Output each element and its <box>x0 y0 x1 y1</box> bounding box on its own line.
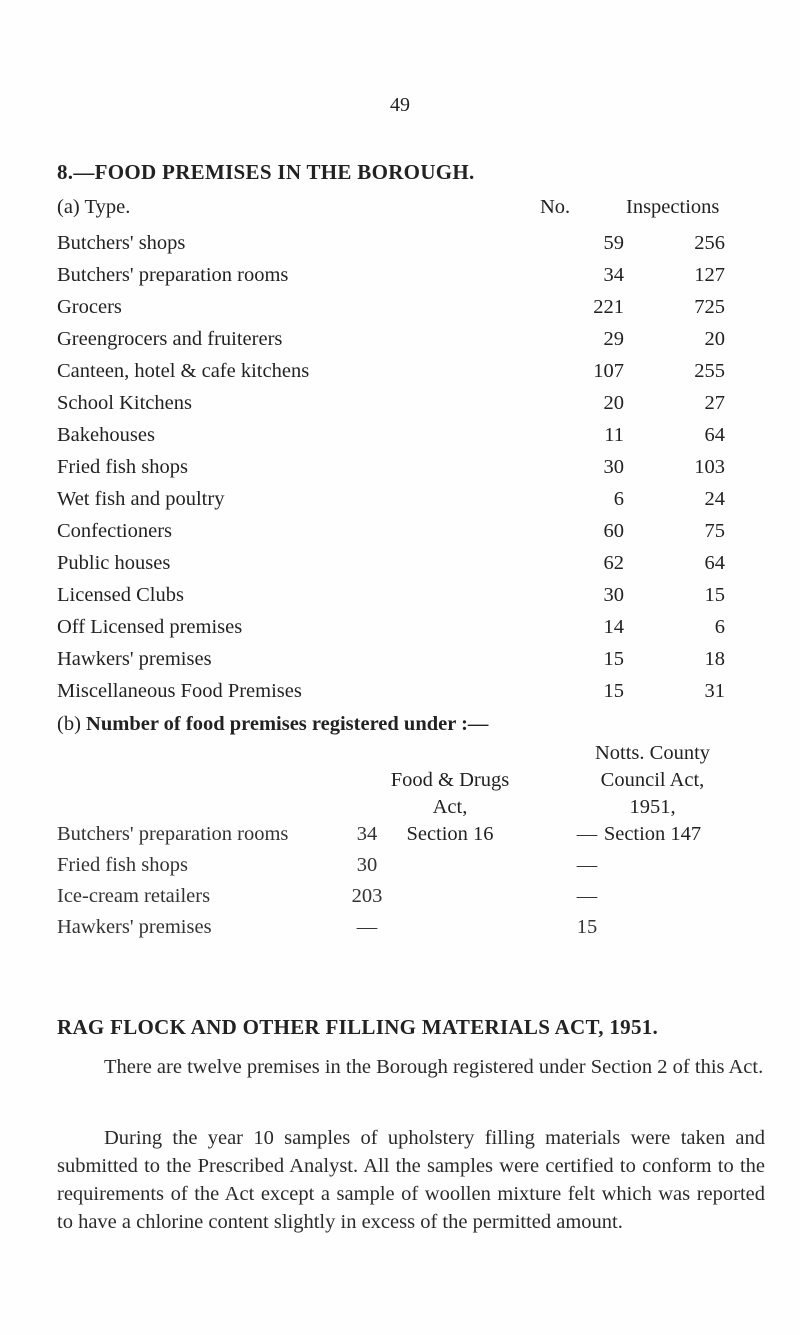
inspection-count: 15 <box>704 584 725 606</box>
notts-county-act-count: — <box>576 823 598 845</box>
premises-type: Butchers' preparation rooms <box>57 823 289 845</box>
column-header-line: Act, <box>432 796 468 818</box>
table-row <box>57 885 772 915</box>
premises-count: 6 <box>613 488 624 510</box>
premises-count: 221 <box>593 296 624 318</box>
notts-county-act-count: 15 <box>576 916 598 938</box>
column-header-line: Section 147 <box>603 823 702 845</box>
premises-type: School Kitchens <box>57 392 192 414</box>
column-header-line: Notts. County <box>594 742 711 764</box>
inspection-count: 256 <box>694 232 725 254</box>
table-row <box>57 616 772 646</box>
inspection-count: 127 <box>694 264 725 286</box>
part-b-heading-text: Number of food premises registered under :— <box>86 713 489 735</box>
premises-type: Bakehouses <box>57 424 155 446</box>
table-row <box>57 680 772 710</box>
premises-type: Licensed Clubs <box>57 584 184 606</box>
no-column-header: No. <box>540 196 571 218</box>
table-row <box>57 328 772 358</box>
registered-premises-heading <box>57 713 488 736</box>
premises-type: Butchers' shops <box>57 232 186 254</box>
inspection-count: 255 <box>694 360 725 382</box>
premises-type: Canteen, hotel & cafe kitchens <box>57 360 310 382</box>
premises-type: Fried fish shops <box>57 456 188 478</box>
premises-type: Grocers <box>57 296 122 318</box>
table-row <box>57 488 772 518</box>
premises-type: Greengrocers and fruiterers <box>57 328 283 350</box>
premises-type: Hawkers' premises <box>57 916 212 938</box>
column-header-line: Food & Drugs <box>390 769 510 791</box>
inspection-count: 31 <box>704 680 725 702</box>
table-row <box>57 584 772 614</box>
inspection-count: 75 <box>704 520 725 542</box>
inspection-count: 725 <box>694 296 725 318</box>
table-row <box>57 232 772 262</box>
column-header-line: 1951, <box>629 796 676 818</box>
page-number: 49 <box>390 94 410 116</box>
rag-flock-paragraph-1: There are twelve premises in the Borough registered under Section 2 of this Act. <box>104 1056 764 1078</box>
premises-count: 30 <box>603 584 624 606</box>
inspections-column-header: Inspections <box>626 196 720 218</box>
table-row <box>57 424 772 454</box>
food-drugs-act-count: 203 <box>351 885 383 907</box>
table-header <box>57 196 772 226</box>
premises-count: 15 <box>603 680 624 702</box>
premises-type: Ice-cream retailers <box>57 885 211 907</box>
column-header-line: Council Act, <box>600 769 705 791</box>
table-row <box>57 552 772 582</box>
table-row <box>57 520 772 550</box>
table-row <box>57 823 772 853</box>
premises-type: Fried fish shops <box>57 854 188 876</box>
premises-count: 11 <box>604 424 624 446</box>
premises-type: Miscellaneous Food Premises <box>57 680 302 702</box>
inspection-count: 24 <box>704 488 725 510</box>
premises-count: 14 <box>603 616 624 638</box>
inspection-count: 20 <box>704 328 725 350</box>
premises-count: 29 <box>603 328 624 350</box>
notts-county-act-count: — <box>576 854 598 876</box>
premises-count: 30 <box>603 456 624 478</box>
rag-flock-title: RAG FLOCK AND OTHER FILLING MATERIALS ACT, 1951. <box>57 1015 659 1039</box>
type-column-header: (a) Type. <box>57 196 131 218</box>
column-header-line: Section 16 <box>406 823 494 845</box>
premises-count: 59 <box>603 232 624 254</box>
premises-count: 60 <box>603 520 624 542</box>
food-drugs-act-count: 34 <box>356 823 378 845</box>
premises-count: 20 <box>603 392 624 414</box>
inspection-count: 103 <box>694 456 725 478</box>
premises-type: Wet fish and poultry <box>57 488 225 510</box>
premises-count: 34 <box>603 264 624 286</box>
premises-type: Public houses <box>57 552 171 574</box>
premises-count: 107 <box>593 360 624 382</box>
table-row <box>57 296 772 326</box>
notts-county-act-count: — <box>576 885 598 907</box>
part-b-label: (b) <box>57 713 81 735</box>
table-row <box>57 360 772 390</box>
table-row <box>57 392 772 422</box>
premises-type: Butchers' preparation rooms <box>57 264 289 286</box>
table-row <box>57 854 772 884</box>
table-row <box>57 648 772 678</box>
inspection-count: 18 <box>704 648 725 670</box>
inspection-count: 27 <box>704 392 725 414</box>
premises-count: 62 <box>603 552 624 574</box>
rag-flock-paragraph-2: During the year 10 samples of upholstery filling materials were taken and submitted to the Prescribed Analyst. All the samples were certified to conform to the requirements of the Act except a sample of woollen mixture felt which was reported to have a chlorine content slightly in excess of the permitted amount. <box>57 1127 765 1233</box>
inspection-count: 64 <box>704 552 725 574</box>
premises-type: Hawkers' premises <box>57 648 212 670</box>
premises-type: Off Licensed premises <box>57 616 243 638</box>
table-row <box>57 264 772 294</box>
inspection-count: 64 <box>704 424 725 446</box>
section-title: 8.—FOOD PREMISES IN THE BOROUGH. <box>57 160 475 184</box>
table-row <box>57 916 772 946</box>
inspection-count: 6 <box>714 616 725 638</box>
table-row <box>57 456 772 486</box>
food-drugs-act-count: — <box>356 916 378 938</box>
premises-count: 15 <box>603 648 624 670</box>
food-drugs-act-count: 30 <box>356 854 378 876</box>
premises-type: Confectioners <box>57 520 172 542</box>
